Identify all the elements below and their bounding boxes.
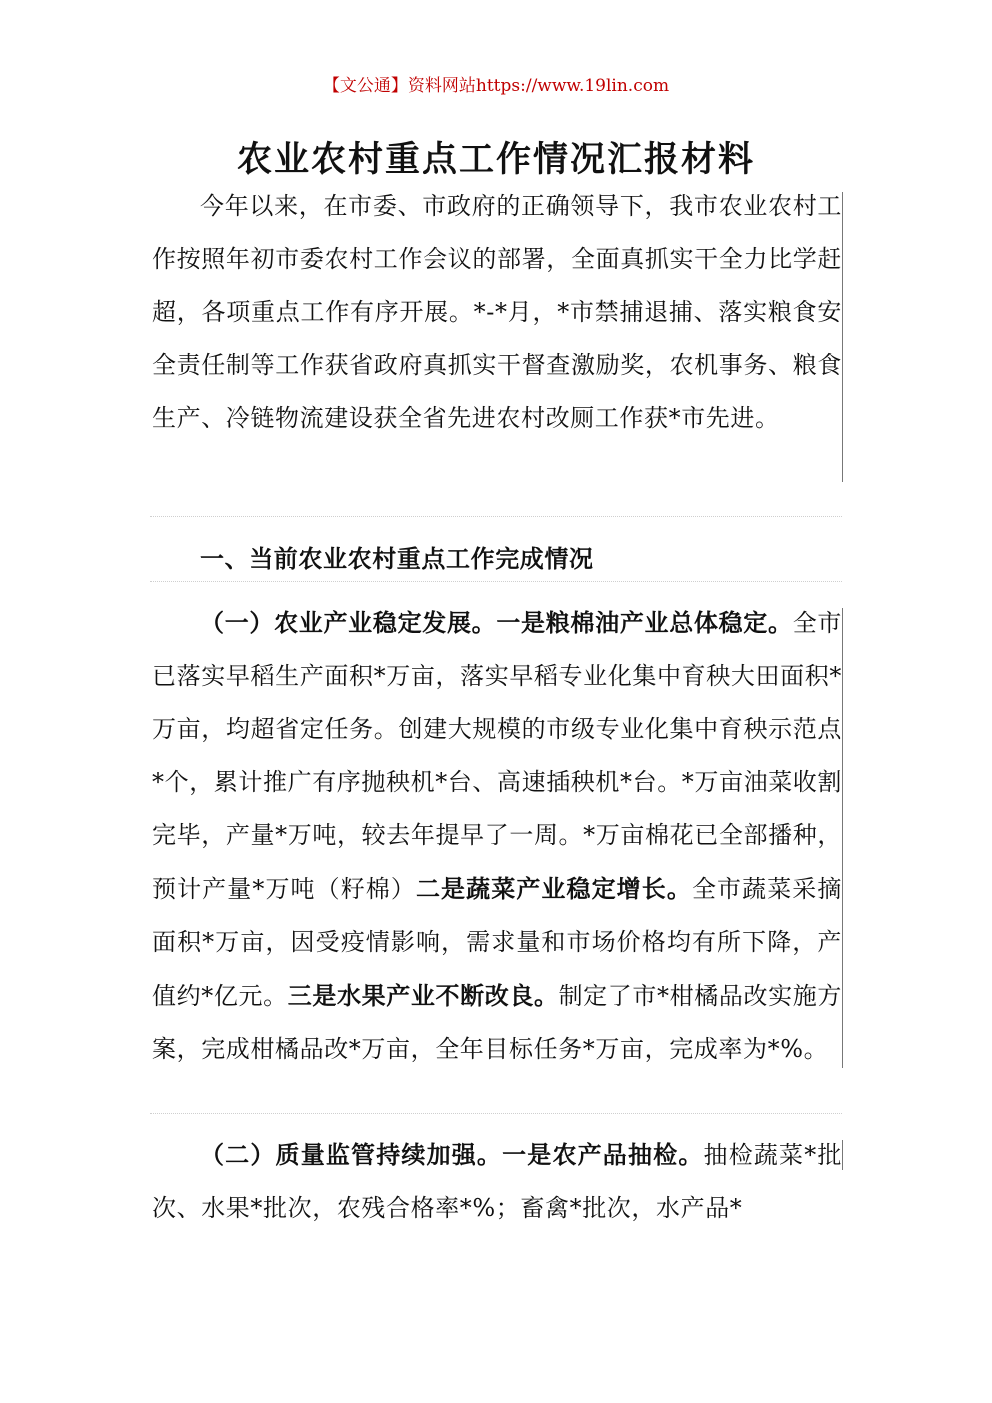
section-2-lead: （二）质量监管持续加强。一是农产品抽检。: [200, 1140, 704, 1169]
document-title: 农业农村重点工作情况汇报材料: [236, 140, 755, 180]
section-1-point-2: 二是蔬菜产业稳定增长。: [415, 874, 692, 903]
section-2-clip: [152, 1128, 842, 1238]
intro-paragraph: 今年以来，在市委、市政府的正确领导下，我市农业农村工作按照年初市委农村工作会议的部署，全面真抓实干全力比学赶超，各项重点工作有序开展。*-*月，*市禁捕退捕、落实粮食安全责任制等工作获省政府真抓实干督查激励奖，农机事务、粮食生产、冷链物流建设获全省先进农村改厕工作获*市先进。: [152, 192, 842, 432]
paragraph-divider: [150, 581, 842, 582]
paragraph-divider: [150, 516, 842, 517]
section-2-text-1: 抽检蔬菜*批次、水果*批次，农残合格率*%；畜禽*批次，水产品*: [152, 1141, 842, 1222]
section-heading: 一、当前农业农村重点工作完成情况: [200, 544, 594, 573]
section-1-text-3: 制定了市*柑橘品改实施方案，完成柑橘品改*万亩，全年目标任务*万亩，完成率为*%。: [152, 982, 842, 1063]
paragraph-divider: [150, 1113, 842, 1114]
section-2-paragraph: [152, 1128, 842, 1235]
section-1-paragraph: [152, 596, 842, 1076]
right-margin-mark: [842, 192, 843, 482]
right-margin-mark: [842, 1140, 843, 1170]
section-1-text-1: 全市已落实早稻生产面积*万亩，落实早稻专业化集中育秧大田面积*万亩，均超省定任务。创建大规模的市级专业化集中育秧示范点*个，累计推广有序抛秧机*台、高速插秧机*台。*万亩油菜收割完毕，产量*万吨，较去年提早了一周。*万亩棉花已全部播种，预计产量*万吨（籽棉）: [152, 609, 842, 903]
right-margin-mark: [842, 608, 843, 1068]
section-1-text-2: 全市蔬菜采摘面积*万亩，因受疫情影响，需求量和市场价格均有所下降，产值约*亿元。: [152, 875, 842, 1010]
section-1-point-3: 三是水果产业不断改良。: [287, 981, 559, 1010]
section-1-lead: （一）农业产业稳定发展。一是粮棉油产业总体稳定。: [200, 608, 793, 637]
watermark-header: 【文公通】资料网站https://www.19lin.com: [322, 76, 670, 96]
